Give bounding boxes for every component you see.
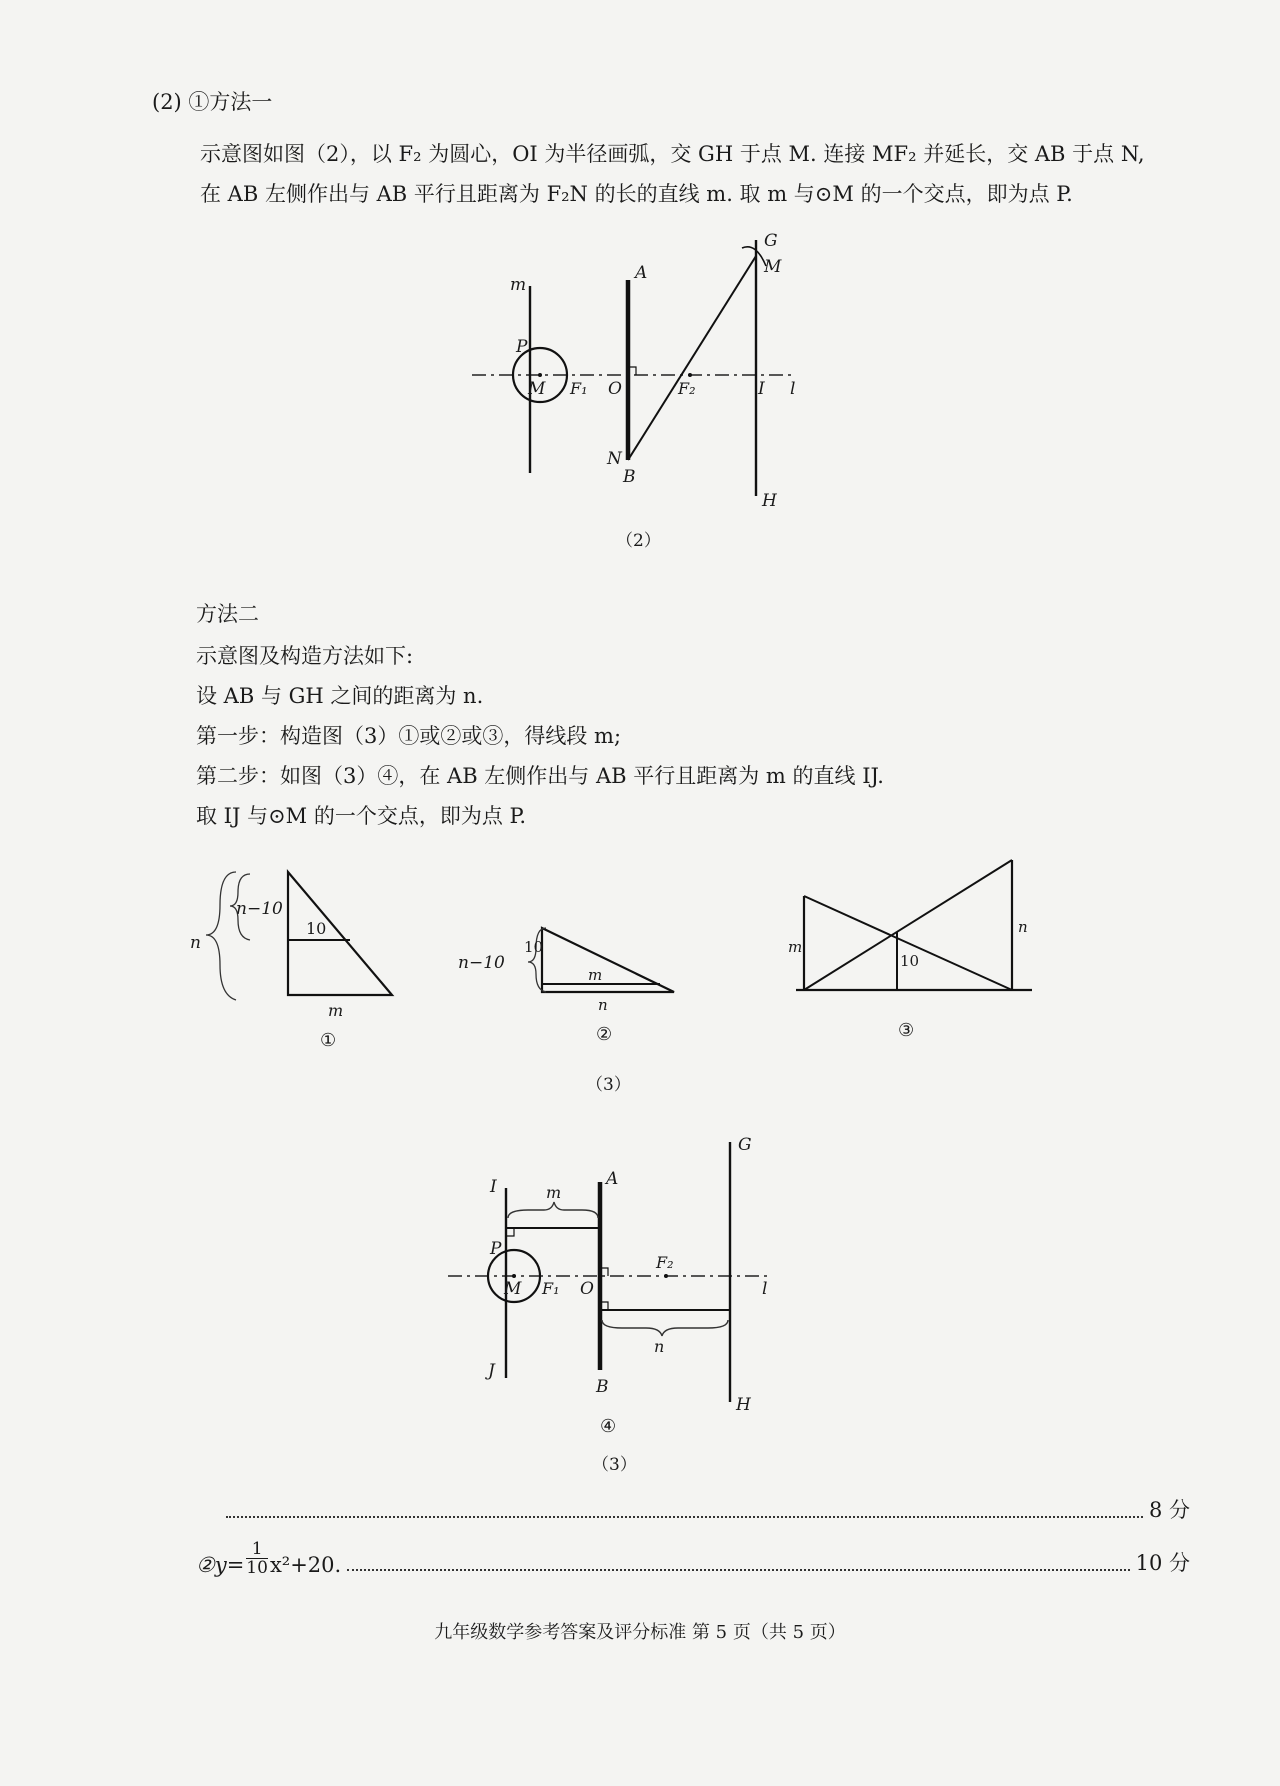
sub1-ten: 10 xyxy=(306,919,327,938)
label-n: N xyxy=(607,449,622,469)
answer2-suffix: x²+20. xyxy=(269,1553,342,1577)
sub3-ten: 10 xyxy=(900,952,920,970)
score-10: 10 分 xyxy=(1135,1551,1190,1575)
label-a: A xyxy=(606,1169,619,1189)
method2-line4: 第二步：如图（3）④，在 AB 左侧作出与 AB 平行且距离为 m 的直线 IJ. xyxy=(196,764,884,788)
label-o: O xyxy=(608,379,622,399)
method2-line3: 第一步：构造图（3）①或②或③，得线段 m; xyxy=(196,724,622,748)
sub2-m: m xyxy=(588,966,603,984)
label-h: H xyxy=(762,491,777,511)
figure3-caption: （3） xyxy=(586,1075,631,1095)
label-p: P xyxy=(516,337,528,357)
leader-dots xyxy=(226,1516,1143,1518)
sub2-n-minus-10: n−10 xyxy=(458,953,505,973)
sub3-label: ③ xyxy=(898,1020,915,1041)
method2-heading: 方法二 xyxy=(196,602,259,626)
method2-line1: 示意图及构造方法如下: xyxy=(196,644,414,668)
label-f1: F₁ xyxy=(542,1279,560,1298)
figure-4 xyxy=(440,1130,780,1430)
line-mn xyxy=(628,256,756,460)
label-f2: F₂ xyxy=(678,379,696,398)
label-p: P xyxy=(490,1239,502,1259)
sub2-label: ② xyxy=(596,1024,613,1045)
label-b: B xyxy=(596,1377,609,1397)
label-n-seg: n xyxy=(654,1337,665,1356)
sub1-n-minus-10: n−10 xyxy=(236,899,283,919)
label-h: H xyxy=(736,1395,751,1415)
part-heading: (2) ①方法一 xyxy=(152,90,273,114)
score-8: 8 分 xyxy=(1148,1498,1190,1522)
fraction-denominator: 10 xyxy=(246,1558,268,1578)
figure-2 xyxy=(460,228,820,518)
fraction-numerator: 1 xyxy=(246,1540,268,1559)
sub1-label: ① xyxy=(320,1030,337,1051)
label-i: I xyxy=(490,1177,497,1197)
label-f1: F₁ xyxy=(570,379,588,398)
label-m-seg: m xyxy=(546,1183,562,1202)
label-b: B xyxy=(623,467,636,487)
figure4-caption: （3） xyxy=(592,1455,637,1475)
label-j: J xyxy=(488,1361,495,1381)
figure2-caption: （2） xyxy=(616,531,661,551)
score-row-1 xyxy=(220,1494,1190,1524)
sub1-m: m xyxy=(328,1001,344,1020)
method1-line2: 在 AB 左侧作出与 AB 平行且距离为 F₂N 的长的直线 m. 取 m 与⊙M 的一个交点，即为点 P. xyxy=(200,182,1073,206)
label-m-top: M xyxy=(764,257,782,277)
sub2-n: n xyxy=(598,996,608,1014)
label-g: G xyxy=(764,231,778,251)
label-l: l xyxy=(790,379,796,399)
answer2-prefix: ②y= xyxy=(196,1553,245,1577)
method1-line1: 示意图如图（2），以 F₂ 为圆心，OI 为半径画弧，交 GH 于点 M. 连接 MF₂ 并延长，交 AB 于点 N, xyxy=(200,142,1145,166)
label-m-center: M xyxy=(504,1279,522,1299)
sub2-ten: 10 xyxy=(524,938,544,956)
label-o: O xyxy=(580,1279,594,1299)
label-i: I xyxy=(758,379,765,399)
arc-m xyxy=(742,247,766,266)
figure-3-3 xyxy=(770,856,1040,1056)
answer2-fraction xyxy=(246,1540,268,1577)
sub3-n: n xyxy=(1018,918,1028,936)
label-m-center: M xyxy=(528,379,546,399)
figure4-label: ④ xyxy=(600,1416,617,1437)
center-dot xyxy=(538,373,542,377)
label-l: l xyxy=(762,1279,768,1299)
label-m-line: m xyxy=(510,275,527,295)
sub1-n: n xyxy=(190,933,201,953)
label-g: G xyxy=(738,1135,752,1155)
method2-line5: 取 IJ 与⊙M 的一个交点，即为点 P. xyxy=(196,804,527,828)
answer-row-2 xyxy=(196,1540,1190,1577)
sub3-m: m xyxy=(788,938,803,956)
figure-3-2 xyxy=(458,910,688,1050)
leader-dots xyxy=(347,1569,1129,1571)
f2-dot xyxy=(688,373,692,377)
method2-line2: 设 AB 与 GH 之间的距离为 n. xyxy=(196,684,484,708)
page-footer: 九年级数学参考答案及评分标准 第 5 页（共 5 页） xyxy=(434,1622,846,1643)
figure-3-1 xyxy=(190,860,410,1060)
label-a: A xyxy=(635,263,648,283)
label-f2: F₂ xyxy=(656,1253,674,1272)
